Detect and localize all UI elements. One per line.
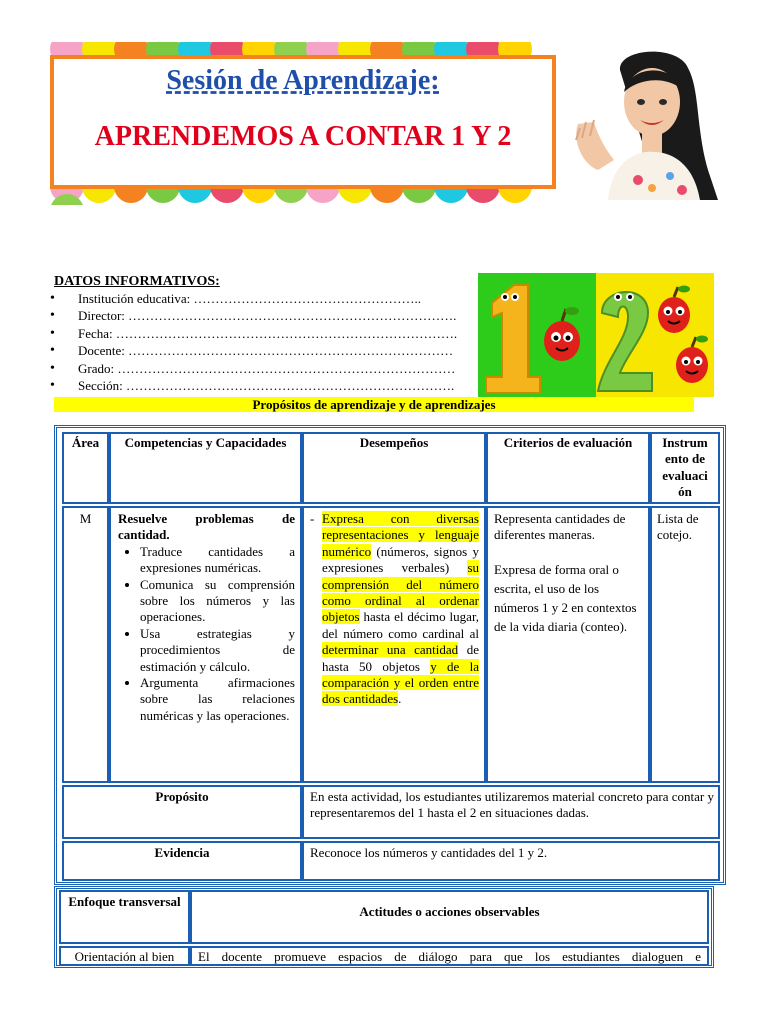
criterios-cell [486, 506, 650, 783]
instrumento-cell: Lista de cotejo. [650, 506, 720, 783]
propositos-heading: Propósitos de aprendizaje y de aprendizajes [54, 397, 694, 412]
competencias-cell [109, 506, 302, 783]
datos-item-institucion: • Institución educativa: …………………………………………….. [44, 290, 457, 307]
capacidad-item: • Comunica su comprensión sobre los números y las operaciones. [140, 577, 295, 626]
datos-title: DATOS INFORMATIVOS: [54, 274, 220, 289]
actitudes-header: Actitudes o acciones observables [190, 890, 709, 944]
capacidad-item: • Argumenta afirmaciones sobre las relaciones numéricas y las operaciones. [140, 675, 295, 724]
teacher-illustration [568, 40, 728, 200]
numbers-apples-illustration [478, 273, 714, 397]
enfoque-row-label: Orientación al bien [59, 946, 190, 966]
desempeno-dash: - [310, 511, 315, 526]
desempeno-text [310, 511, 479, 708]
datos-list [44, 290, 457, 394]
evidencia-text: Reconoce los números y cantidades del 1 y 2. [302, 841, 720, 881]
datos-item-seccion: • Sección: …………………………………………………………………. [44, 377, 457, 394]
enfoque-header: Enfoque transversal [59, 890, 190, 944]
datos-item-grado: • Grado: …………………………………………………………………… [44, 360, 457, 377]
header-desempenos: Desempeños [302, 432, 486, 504]
desempeno-plain: hasta el décimo lugar, del número como cardinal al [322, 609, 479, 641]
enfoque-row-text: El docente promueve espacios de diálogo para que los estudiantes dialoguen e [190, 946, 709, 966]
desempeno-body [322, 511, 479, 708]
session-title: Sesión de Aprendizaje: [166, 65, 440, 96]
criterio-item: Expresa de forma oral o escrita, el uso de los números 1 y 2 en contextos de la vida diaria (conteo). [494, 561, 637, 634]
proposito-text: En esta actividad, los estudiantes utilizaremos material concreto para contar y representaremos del 1 hasta el 2 en situaciones dadas. [302, 785, 720, 839]
desempeno-cell [302, 506, 486, 783]
datos-item-director: • Director: …………………………………………………………………. [44, 307, 457, 324]
desempeno-highlight: y de la comparación y el orden entre dos cantidades [322, 658, 480, 707]
header-area: Área [62, 432, 109, 504]
desempeno-highlight: determinar una cantidad [322, 642, 459, 658]
desempeno-plain: . [398, 691, 402, 707]
capacidad-item: • Usa estrategias y procedimientos de estimación y cálculo. [140, 626, 295, 675]
capacidades-list [118, 544, 295, 724]
desempeno-plain: (números, signos y expresiones verbales) [322, 543, 479, 576]
capacidad-item: • Traduce cantidades a expresiones numéricas. [140, 544, 295, 577]
datos-item-fecha: • Fecha: ……………………………………………………………………. [44, 325, 457, 342]
session-subtitle: APRENDEMOS A CONTAR 1 Y 2 [94, 121, 512, 152]
competencia-title: Resuelve problemas de cantidad. [118, 511, 295, 543]
title-banner [50, 55, 556, 189]
datos-item-docente: • Docente: ………………………………………………………………… [44, 342, 457, 359]
desempeno-plain: de hasta 50 objetos [322, 642, 479, 674]
proposito-label: Propósito [62, 785, 302, 839]
area-cell: M [62, 506, 109, 783]
header-criterios: Criterios de evaluación [486, 432, 650, 504]
header-competencias: Competencias y Capacidades [109, 432, 302, 504]
desempeno-highlight: su comprensión del número como ordinal al ordenar objetos [322, 560, 479, 625]
evidencia-label: Evidencia [62, 841, 302, 881]
desempeno-highlight: Expresa con diversas representaciones y lenguaje numérico [322, 511, 479, 559]
header-instrumento: Instrum ento de evaluaci ón [650, 432, 720, 504]
criterio-item: Representa cantidades de diferentes maneras. [494, 511, 626, 543]
